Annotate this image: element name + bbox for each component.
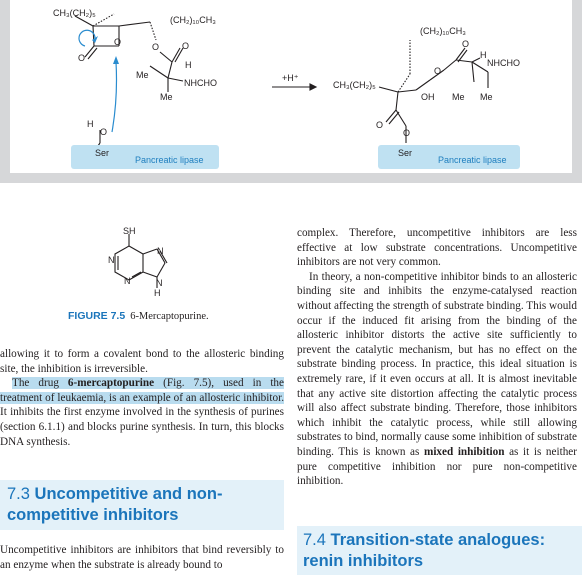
left-para-2-tail: It inhibits the first enzyme involved in the synthesis of purines (section 6.1.1) and blocks purine synthesis. In turn, this blocks DNA synthesis. (0, 406, 284, 448)
purine-nh-h: H (154, 288, 161, 298)
serine-h: H (87, 119, 94, 129)
left-me-1: Me (136, 70, 149, 80)
ser-left: Ser (95, 148, 110, 158)
right-para-1: complex. Therefore, uncompetitive inhibitors are less effective at low substrate concentrations. Uncompetitive inhibitors are not very common. (297, 227, 577, 269)
left-column-text (0, 347, 284, 449)
reaction-figure-panel (0, 0, 582, 183)
purine-n7: N (157, 246, 164, 256)
left-chain-undecyl: (CH₂)₁₀CH₃ (170, 15, 216, 25)
ser-right: Ser (398, 148, 413, 158)
thiol-group: SH (123, 226, 136, 236)
left-h: H (185, 60, 192, 70)
serine-o-left: O (100, 127, 108, 137)
purine-n1: N (108, 255, 115, 265)
serine-o-right: O (403, 128, 411, 138)
left-ester-o: O (152, 42, 160, 52)
figure-caption-text: 6-Mercaptopurine. (130, 311, 209, 322)
right-para-2 (297, 270, 577, 489)
right-para-2-pre: In theory, a non-competitive inhibitor binds to an allosteric binding site and inhibits the enzyme-catalysed reaction without affecting the strength of substrate binding. This would occur if the induced fit arising from the binding of the allosteric inhibitor distorts the active site sufficiently to prevent the catalytic mechanism, but has no effect on the substrate binding process. In practice, this ideal situation is extremely rare, if it even occurs at all. It is almost inevitable that any active site distortion affecting the catalytic process will also affect substrate binding. Therefore, those inhibitors which inhibit the catalytic process, while still allowing substrates to bind, normally cause some inhibition of substrate binding. This is known as (297, 270, 577, 458)
right-ester-o: O (434, 66, 442, 76)
left-chain-hexyl: CH₃(CH₂)₅ (53, 8, 96, 18)
right-para-2-post: as it is neither pure competitive inhibition nor pure non-competitive inhibition. (297, 445, 577, 488)
purine-n9: N (156, 278, 163, 288)
left-carbonyl-o: O (78, 53, 86, 63)
right-me-1: Me (452, 92, 465, 102)
right-h: H (480, 50, 487, 60)
left-para-2-highlight (0, 377, 284, 404)
mercaptopurine-term: 6-mercaptopurine (67, 377, 155, 390)
figure-7-5-caption (68, 310, 209, 322)
left-para-2-pre: The drug (12, 377, 68, 390)
section-7-4-title: Transition-state analogues: renin inhibitors (303, 531, 546, 570)
section-7-4-heading (297, 526, 582, 575)
section-7-3-heading (0, 480, 284, 530)
right-oh: OH (421, 92, 435, 102)
left-para-3: Uncompetitive inhibitors are inhibitors that bind reversibly to an enzyme when the substrate is already bound to (0, 544, 284, 571)
left-nhcho: NHCHO (184, 78, 217, 88)
right-ketone-o: O (462, 39, 470, 49)
section-7-3-title: Uncompetitive and non-competitive inhibitors (7, 485, 223, 524)
right-chain-hexyl: CH₃(CH₂)₅ (333, 80, 376, 90)
reaction-condition: +H⁺ (282, 73, 299, 83)
purine-n3: N (124, 276, 131, 286)
right-chain-undecyl: (CH₂)₁₀CH₃ (420, 26, 466, 36)
lipase-right: Pancreatic lipase (438, 155, 507, 165)
right-column-text (297, 226, 577, 489)
left-para-2-hl-rest: (Fig. 7.5), used in the treatment of leukaemia, is an example of an allosteric inhibitor. (0, 377, 284, 404)
left-ring-o: O (114, 37, 122, 47)
right-me-2: Me (480, 92, 493, 102)
section-7-4-number: 7.4 (303, 531, 326, 549)
left-me-2: Me (160, 92, 173, 102)
section-7-3-number: 7.3 (7, 485, 30, 503)
right-nhcho: NHCHO (487, 58, 520, 68)
lipase-left: Pancreatic lipase (135, 155, 204, 165)
figure-label: FIGURE 7.5 (68, 310, 126, 322)
left-ketone-o: O (182, 41, 190, 51)
right-carbonyl-o: O (376, 120, 384, 130)
left-para-2 (0, 376, 284, 449)
mixed-inhibition-term: mixed inhibition (424, 445, 505, 458)
left-para-1: allowing it to form a covalent bond to the allosteric binding site, the inhibition is irreversible. (0, 348, 284, 375)
